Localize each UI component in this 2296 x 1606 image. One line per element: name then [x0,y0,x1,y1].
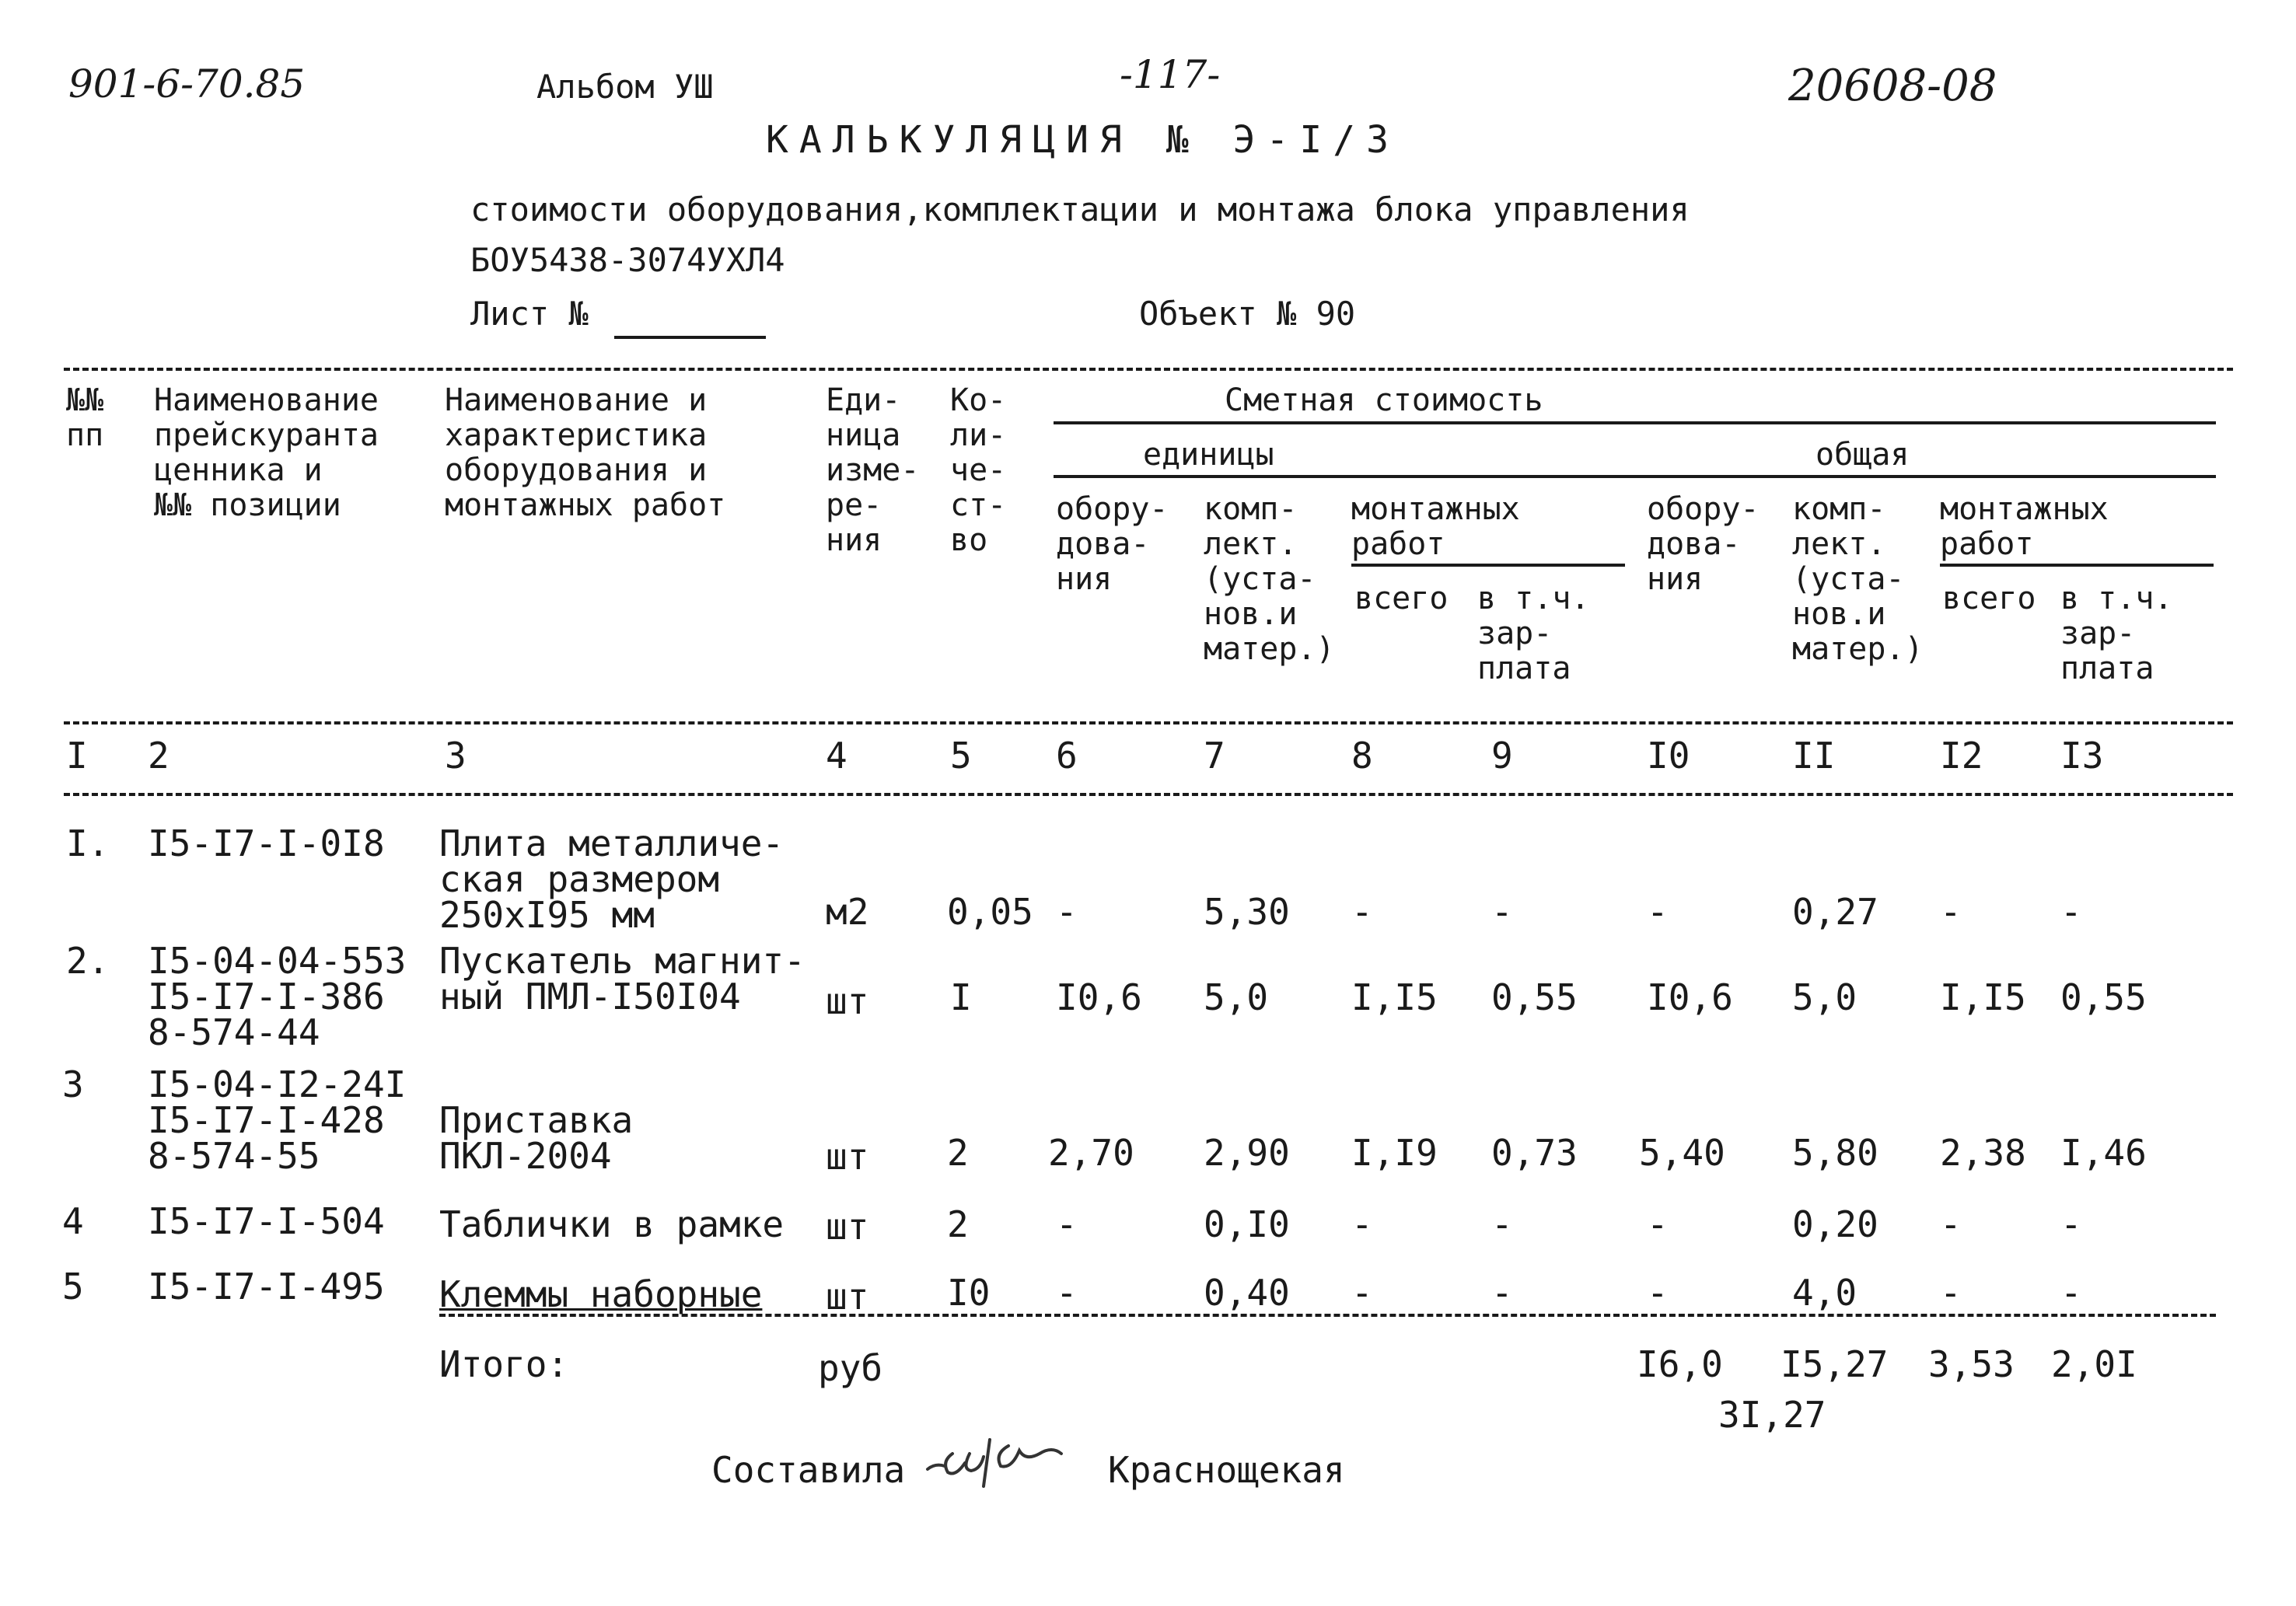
col-number-12: I2 [1940,735,1983,777]
col-header-equipment: обору- дова- ния [1056,491,1169,597]
row-number: 4 [62,1200,84,1242]
col-header-quantity: Ко- ли- че- ст- во [950,382,1007,558]
mounting-rule-total [1940,564,2214,567]
row-completion: 0,I0 [1204,1203,1290,1245]
row-mount-all-total: 2,38 [1940,1132,2026,1174]
col-number-10: I0 [1647,735,1690,777]
row-completion: 5,0 [1204,976,1269,1018]
col-header-unit: Еди- ница изме- ре- ния [826,382,920,558]
total-mount-wages: 2,0I [2051,1343,2137,1385]
row-mount-wages: 0,55 [1491,976,1578,1018]
sheet-label: Лист № [470,295,589,333]
col-header-completion-total: комп- лект. (уста- нов.и матер.) [1792,491,1924,667]
col-number-1: I [66,735,88,777]
row-completion-total: 0,20 [1792,1203,1878,1245]
row-equipment-total: 5,40 [1639,1132,1725,1174]
row-equipment-total: - [1647,891,1669,933]
col-number-11: II [1792,735,1836,777]
row-completion-total: 5,80 [1792,1132,1878,1174]
cost-header-rule [1054,421,2216,424]
row-equipment: - [1056,891,1078,933]
row-quantity: 2 [947,1132,969,1174]
row-mount-wages-total: I,46 [2060,1132,2147,1174]
row-completion: 5,30 [1204,891,1290,933]
signature [921,1423,1108,1496]
total-unit: руб [818,1347,883,1389]
col-header-number: №№ пп [66,382,104,453]
row-quantity: I [950,976,972,1018]
compiled-by-name: Краснощекая [1108,1449,1345,1491]
col-header-completion: комп- лект. (уста- нов.и матер.) [1204,491,1335,667]
row-unit: шт [826,980,869,1022]
col-header-description: Наименование и характеристика оборудования и монтажных работ [445,382,726,523]
row-mount-wages-total: - [2060,1272,2082,1314]
col-header-pricelist: Наименование прейскуранта ценника и №№ позиции [154,382,379,523]
row-equipment-total: I0,6 [1647,976,1733,1018]
mounting-rule-unit [1351,564,1625,567]
album-label: Альбом УШ [536,68,714,106]
row-mount-all-total: - [1940,1203,1962,1245]
subtitle-line-2: БОУ5438-3074УХЛ4 [470,241,785,279]
col-number-7: 7 [1204,735,1225,777]
col-header-mount-wages-total: в т.ч. зар- плата [2060,581,2173,686]
col-number-9: 9 [1491,735,1513,777]
row-unit: шт [826,1206,869,1248]
row-mount-all-total: - [1940,1272,1962,1314]
row-completion: 2,90 [1204,1132,1290,1174]
row-completion-total: 5,0 [1792,976,1857,1018]
row-unit: шт [826,1276,869,1318]
row-completion-total: 0,27 [1792,891,1878,933]
row-mount-all: - [1351,1272,1373,1314]
row-mount-all: I,I5 [1351,976,1438,1018]
col-number-2: 2 [148,735,169,777]
row-unit: м2 [826,891,869,933]
row-code: I5-I7-I-495 [148,1266,385,1307]
subtitle-line-1: стоимости оборудования,комплектации и монтажа блока управления [470,190,1690,229]
row-completion-total: 4,0 [1792,1272,1857,1314]
col-number-6: 6 [1056,735,1078,777]
row-mount-all: - [1351,1203,1373,1245]
row-equipment: 2,70 [1048,1132,1134,1174]
row-mount-all: I,I9 [1351,1132,1438,1174]
col-header-mount-wages: в т.ч. зар- плата [1477,581,1590,686]
col-header-mount-all: всего [1354,581,1449,616]
row-code: I5-I7-I-0I8 [148,822,385,864]
row-number: I. [66,822,110,864]
col-header-mounting-total: монтажных работ [1940,491,2109,562]
col-header-unit-cost: единицы [1143,437,1274,473]
row-completion: 0,40 [1204,1272,1290,1314]
document-title: КАЛЬКУЛЯЦИЯ № Э-I/3 [766,118,1400,162]
row-equipment: - [1056,1203,1078,1245]
col-header-estimated-cost: Сметная стоимость [1225,382,1543,418]
grand-total: 3I,27 [1718,1394,1826,1436]
total-label: Итого: [439,1343,569,1385]
col-number-13: I3 [2060,735,2104,777]
col-number-8: 8 [1351,735,1373,777]
total-completion: I5,27 [1781,1343,1889,1385]
row-mount-wages-total: 0,55 [2060,976,2147,1018]
row-quantity: 0,05 [947,891,1033,933]
row-mount-wages: - [1491,1272,1513,1314]
row-number: 2. [66,940,110,982]
row-code: I5-04-I2-24I I5-I7-I-428 8-574-55 [148,1063,407,1177]
row-mount-wages: 0,73 [1491,1132,1578,1174]
row-number: 3 [62,1063,84,1105]
row-equipment: - [1056,1272,1078,1314]
col-number-5: 5 [950,735,972,777]
numbers-bottom-border [64,793,2233,796]
col-number-4: 4 [826,735,847,777]
row-quantity: I0 [947,1272,991,1314]
row-number: 5 [62,1266,84,1307]
col-number-3: 3 [445,735,467,777]
row-quantity: 2 [947,1203,969,1245]
row-code: I5-I7-I-504 [148,1200,385,1242]
row-mount-all: - [1351,891,1373,933]
header-bottom-border [64,721,2233,724]
row-mount-wages: - [1491,1203,1513,1245]
page-number: -117- [1120,52,1221,97]
row-mount-wages-total: - [2060,891,2082,933]
col-header-total-cost: общая [1815,437,1910,473]
total-equipment: I6,0 [1637,1343,1723,1385]
row-equipment: I0,6 [1056,976,1142,1018]
row-unit: шт [826,1136,869,1178]
col-header-equipment-total: обору- дова- ния [1647,491,1760,597]
row-mount-all-total: I,I5 [1940,976,2026,1018]
total-mount-all: 3,53 [1928,1343,2015,1385]
document-code: 901-6-70.85 [68,61,306,106]
row-description: Пускатель магнит- ный ПМЛ-I50I04 [439,940,806,1018]
row-description: Клеммы наборные [439,1273,763,1315]
row-equipment-total: - [1647,1203,1669,1245]
row-description: Таблички в рамке [439,1203,785,1245]
document-number: 20608-08 [1788,61,1997,111]
sheet-number-line [614,336,766,339]
row-description: Приставка ПКЛ-2004 [439,1099,634,1177]
row-mount-all-total: - [1940,891,1962,933]
col-header-mount-all-total: всего [1942,581,2036,616]
items-bottom-border [439,1314,2216,1317]
row-description: Плита металличе- ская размером 250xI95 мм [439,822,785,936]
row-mount-wages-total: - [2060,1203,2082,1245]
group-header-rule [1054,475,2216,478]
object-label: Объект № 90 [1139,295,1356,333]
col-header-mounting: монтажных работ [1351,491,1520,562]
row-mount-wages: - [1491,891,1513,933]
compiled-by-label: Составила [711,1449,906,1491]
row-equipment-total: - [1647,1272,1669,1314]
row-code: I5-04-04-553 I5-I7-I-386 8-574-44 [148,940,407,1053]
table-top-border [64,368,2233,371]
